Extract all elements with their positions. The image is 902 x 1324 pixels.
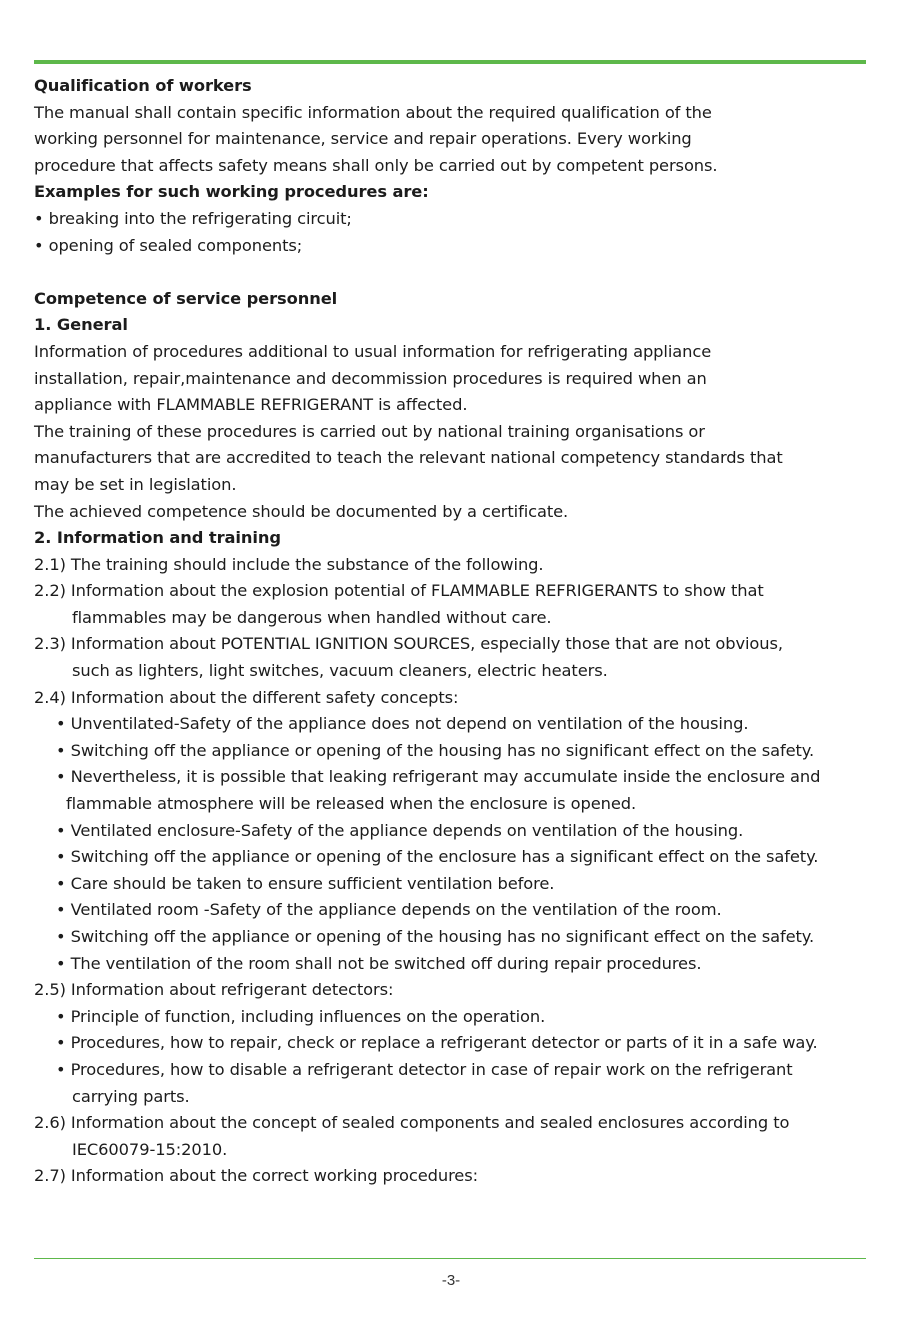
- text-line: may be set in legislation.: [34, 474, 237, 494]
- text-line: working personnel for maintenance, service and repair operations. Every working: [34, 129, 692, 149]
- text-line: • Procedures, how to disable a refrigerant detector in case of repair work on the refrigerant: [56, 1059, 793, 1079]
- text-line: • breaking into the refrigerating circuit;: [34, 208, 352, 228]
- text-line: procedure that affects safety means shall only be carried out by competent persons.: [34, 155, 718, 175]
- text-line: • Switching off the appliance or opening of the enclosure has a significant effect on the safety.: [56, 847, 819, 867]
- section-heading: 1. General: [34, 315, 128, 335]
- bottom-divider: [34, 1258, 866, 1259]
- text-line: 2.6) Information about the concept of sealed components and sealed enclosures according to: [34, 1113, 790, 1133]
- section-heading: Examples for such working procedures are:: [34, 182, 429, 202]
- text-line: carrying parts.: [72, 1086, 190, 1106]
- text-line: • Switching off the appliance or opening of the housing has no significant effect on the safety.: [56, 927, 815, 946]
- text-line: 2.7) Information about the correct working procedures:: [34, 1166, 478, 1186]
- text-line: manufacturers that are accredited to teach the relevant national competency standards that: [34, 448, 783, 468]
- text-line: such as lighters, light switches, vacuum cleaners, electric heaters.: [72, 661, 608, 681]
- text-line: 2.2) Information about the explosion potential of FLAMMABLE REFRIGERANTS to show that: [34, 581, 764, 601]
- text-line: • Ventilated room -Safety of the appliance depends on the ventilation of the room.: [56, 900, 722, 920]
- text-line: IEC60079-15:2010.: [72, 1139, 228, 1159]
- text-line: 2.1) The training should include the substance of the following.: [34, 554, 544, 574]
- text-line: Information of procedures additional to usual information for refrigerating appliance: [34, 341, 712, 361]
- text-line: flammable atmosphere will be released when the enclosure is opened.: [66, 794, 637, 814]
- text-line: • Ventilated enclosure-Safety of the appliance depends on ventilation of the housing.: [56, 820, 744, 840]
- text-line: The achieved competence should be documented by a certificate.: [34, 501, 569, 521]
- text-line: The manual shall contain specific information about the required qualification of the: [34, 102, 712, 122]
- section-heading: Qualification of workers: [34, 76, 252, 95]
- top-divider: [34, 60, 866, 64]
- page-number: -3-: [441, 1272, 461, 1289]
- text-line: • The ventilation of the room shall not be switched off during repair procedures.: [56, 953, 702, 973]
- text-line: • Switching off the appliance or opening of the housing has no significant effect on the safety.: [56, 740, 815, 760]
- text-line: • opening of sealed components;: [34, 235, 303, 255]
- text-line: 2.5) Information about refrigerant detectors:: [34, 980, 394, 1000]
- text-line: • Procedures, how to repair, check or replace a refrigerant detector or parts of it in a safe way.: [56, 1033, 818, 1053]
- section-heading: Competence of service personnel: [34, 288, 338, 308]
- text-line: • Care should be taken to ensure sufficient ventilation before.: [56, 873, 555, 893]
- text-line: The training of these procedures is carried out by national training organisations or: [34, 421, 705, 441]
- text-line: • Principle of function, including influences on the operation.: [56, 1006, 546, 1026]
- document-body: [34, 73, 894, 1190]
- text-line: • Nevertheless, it is possible that leaking refrigerant may accumulate inside the enclosure and: [56, 767, 821, 787]
- text-line: installation, repair,maintenance and decommission procedures is required when an: [34, 368, 707, 388]
- text-line: flammables may be dangerous when handled without care.: [72, 607, 552, 627]
- text-line: 2.4) Information about the different safety concepts:: [34, 687, 459, 707]
- blank-line: [34, 259, 894, 286]
- text-line: • Unventilated-Safety of the appliance does not depend on ventilation of the housing.: [56, 714, 749, 734]
- section-heading: 2. Information and training: [34, 528, 281, 548]
- text-line: 2.3) Information about POTENTIAL IGNITION SOURCES, especially those that are not obvious,: [34, 634, 783, 654]
- text-line: appliance with FLAMMABLE REFRIGERANT is affected.: [34, 395, 468, 415]
